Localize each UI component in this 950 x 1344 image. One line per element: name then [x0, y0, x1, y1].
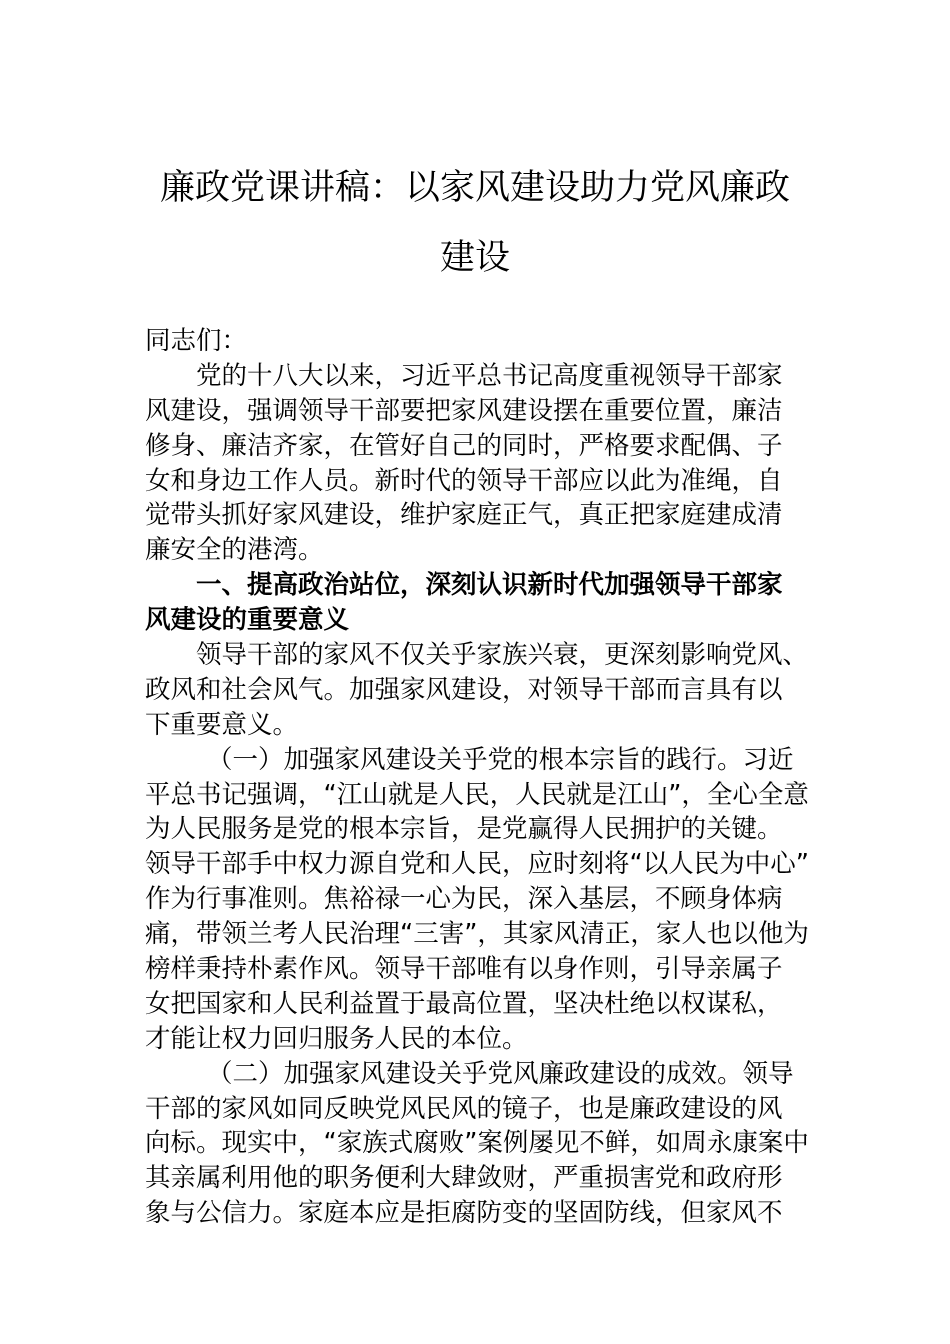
paragraph-line: 作为行事准则。焦裕禄一心为民，深入基层，不顾身体病: [145, 884, 783, 915]
paragraph-line: 干部的家风如同反映党风民风的镜子，也是廉政建设的风: [145, 1093, 783, 1124]
paragraph-line: 领导干部手中权力源自党和人民，应时刻将“以人民为中心”: [145, 849, 809, 880]
paragraph-line: 修身、廉洁齐家，在管好自己的同时，严格要求配偶、子: [145, 430, 783, 461]
paragraph-line: 痛，带领兰考人民治理“三害”，其家风清正，家人也以他为: [145, 919, 809, 950]
paragraph-line: 觉带头抓好家风建设，维护家庭正气，真正把家庭建成清: [145, 500, 783, 531]
paragraph-line: 下重要意义。: [145, 709, 299, 740]
document-body: [145, 324, 810, 1231]
section-heading: 一、提高政治站位，深刻认识新时代加强领导干部家: [196, 570, 783, 601]
paragraph-line: 象与公信力。家庭本应是拒腐防变的坚固防线，但家风不: [145, 1198, 783, 1229]
section-heading: 风建设的重要意义: [145, 605, 350, 636]
paragraph-line: 党的十八大以来，习近平总书记高度重视领导干部家: [196, 360, 783, 391]
paragraph-line: 领导干部的家风不仅关乎家族兴衰，更深刻影响党风、: [196, 640, 809, 671]
paragraph-line: 政风和社会风气。加强家风建设，对领导干部而言具有以: [145, 674, 783, 705]
paragraph-line: 女和身边工作人员。新时代的领导干部应以此为准绳，自: [145, 465, 783, 496]
document-title-line-2: 建设: [439, 238, 510, 278]
subsection-line: （二）加强家风建设关乎党风廉政建设的成效。领导: [207, 1058, 794, 1089]
subsection-line: （一）加强家风建设关乎党的根本宗旨的践行。习近: [207, 744, 794, 775]
paragraph-line: 才能让权力回归服务人民的本位。: [145, 1023, 528, 1054]
paragraph-line: 风建设，强调领导干部要把家风建设摆在重要位置，廉洁: [145, 395, 783, 426]
paragraph-line: 榜样秉持朴素作风。领导干部唯有以身作则，引导亲属子: [145, 954, 783, 985]
paragraph-line: 女把国家和人民利益置于最高位置，坚决杜绝以权谋私，: [145, 988, 783, 1019]
salutation: 同志们：: [145, 326, 248, 356]
paragraph-line: 平总书记强调，“江山就是人民，人民就是江山”，全心全意: [145, 779, 809, 810]
paragraph-line: 廉安全的港湾。: [145, 535, 324, 566]
paragraph-line: 为人民服务是党的根本宗旨，是党赢得人民拥护的关键。: [145, 814, 783, 845]
document-title-line-1: 廉政党课讲稿：以家风建设助力党风廉政: [159, 168, 790, 208]
paragraph-line: 向标。现实中，“家族式腐败”案例屡见不鲜，如周永康案中: [145, 1128, 809, 1159]
paragraph-line: 其亲属利用他的职务便利大肆敛财，严重损害党和政府形: [145, 1163, 783, 1194]
